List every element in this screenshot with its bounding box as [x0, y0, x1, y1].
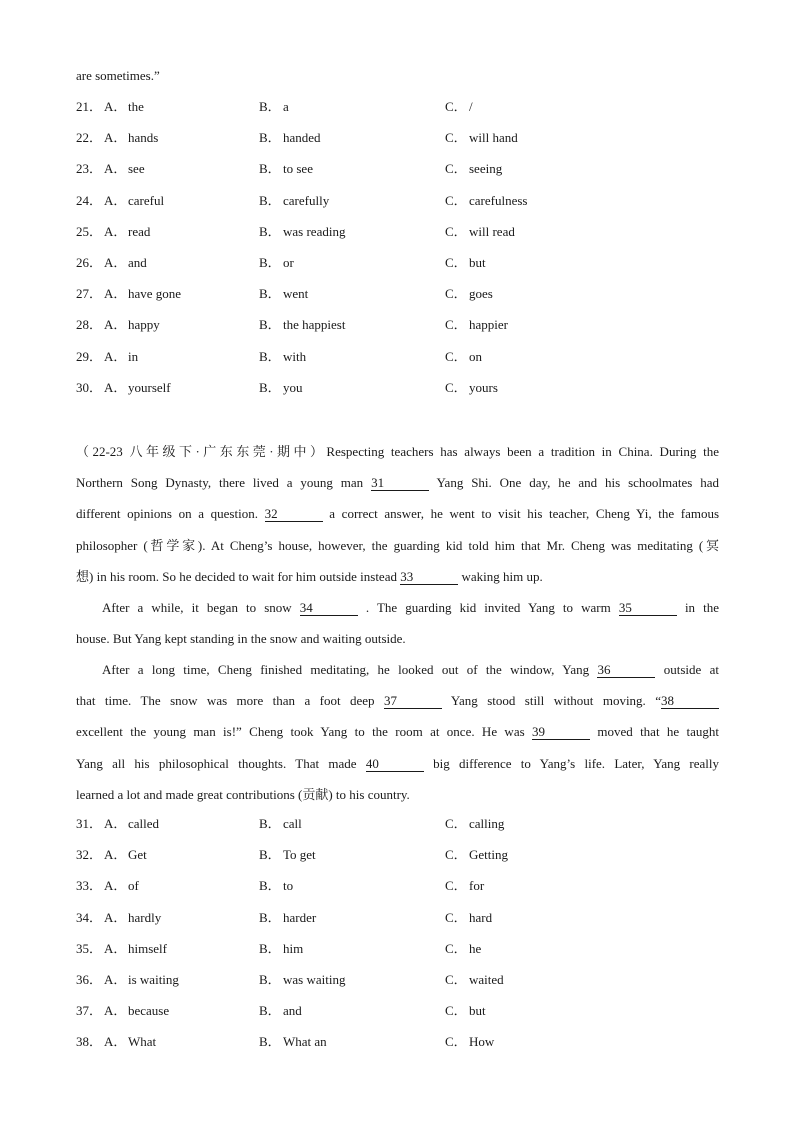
option-text: careful [128, 192, 165, 208]
option-text: because [128, 1003, 170, 1019]
blank-34[interactable]: 34 [300, 601, 358, 616]
option-text: call [283, 816, 302, 831]
option-label: C． [445, 255, 467, 270]
question-number: 27． [76, 286, 103, 302]
blank-37[interactable]: 37 [384, 694, 442, 709]
question-row [76, 1003, 726, 1019]
passage-line: After a long time, Cheng finished meditating, he looked out of the window, Yang 36 outside at [102, 662, 720, 677]
option-text: see [128, 161, 145, 177]
option-label: B． [259, 286, 281, 302]
passage-paragraph-3 [76, 654, 719, 810]
option-label: C． [445, 940, 467, 956]
option-label: A． [104, 847, 127, 863]
option-text: calling [469, 816, 505, 831]
option-text: have gone [128, 286, 182, 302]
option-a[interactable] [104, 878, 139, 894]
option-label: C． [445, 1034, 467, 1050]
option-a[interactable] [104, 255, 147, 271]
option-text: on [469, 348, 482, 364]
question-number: 36． [76, 972, 103, 987]
question-row [76, 130, 726, 146]
question-row [76, 972, 726, 988]
option-text: What an [283, 1034, 327, 1050]
option-label: A． [104, 909, 127, 925]
blank-40[interactable]: 40 [366, 757, 424, 772]
option-c[interactable] [445, 349, 482, 365]
question-row [76, 380, 726, 396]
blank-31[interactable]: 31 [371, 476, 429, 491]
option-text: hard [469, 909, 493, 925]
option-text: him [283, 940, 304, 956]
option-b[interactable] [259, 816, 302, 832]
option-text: with [283, 348, 307, 364]
option-label: C． [445, 286, 467, 302]
option-text: carefulness [469, 192, 528, 208]
option-text: and [128, 255, 147, 270]
option-text: was waiting [283, 972, 346, 987]
option-text: but [469, 1003, 486, 1019]
question-number: 31． [76, 816, 103, 831]
option-label: A． [104, 940, 127, 956]
option-a[interactable] [104, 161, 145, 177]
option-c[interactable] [445, 910, 492, 926]
option-label: C． [445, 192, 467, 208]
option-text: hands [128, 130, 159, 146]
option-text: yourself [128, 379, 171, 395]
blank-36[interactable]: 36 [597, 663, 655, 678]
option-label: B． [259, 1034, 281, 1050]
option-text: read [128, 223, 151, 239]
option-b[interactable] [259, 317, 345, 333]
question-row [76, 286, 726, 302]
option-text: Getting [469, 847, 508, 863]
option-c[interactable] [445, 847, 508, 863]
option-text: called [128, 816, 160, 831]
option-text: for [469, 878, 485, 894]
passage-line: different opinions on a question. 32 a correct answer, he went to visit his teacher, Cheng Yi, the famous [76, 506, 720, 522]
question-row [76, 878, 726, 894]
option-a[interactable] [104, 224, 150, 240]
question-number: 25． [76, 223, 103, 239]
question-row [76, 941, 726, 957]
option-b[interactable] [259, 193, 329, 209]
question-number: 30． [76, 379, 103, 395]
option-a[interactable] [104, 286, 181, 302]
option-text: / [469, 99, 473, 114]
option-c[interactable] [445, 130, 518, 146]
option-b[interactable] [259, 224, 345, 240]
passage-line: philosopher (哲学家). At Cheng’s house, however, the guarding kid told him that Mr. Cheng was meditating (冥 [76, 537, 719, 553]
option-c[interactable] [445, 224, 515, 240]
question-row [76, 193, 726, 209]
question-row [76, 224, 726, 240]
option-label: B． [259, 1003, 281, 1019]
option-c[interactable] [445, 286, 493, 302]
question-number: 35． [76, 940, 103, 956]
option-b[interactable] [259, 972, 345, 988]
option-label: C． [445, 847, 467, 863]
option-a[interactable] [104, 1003, 169, 1019]
option-text: a [283, 99, 289, 114]
question-number: 38． [76, 1034, 103, 1050]
option-label: A． [104, 286, 127, 302]
option-label: A． [104, 379, 127, 395]
option-label: B． [259, 940, 281, 956]
question-row [76, 910, 726, 926]
passage-paragraph-2 [76, 592, 719, 654]
option-label: A． [104, 223, 127, 239]
passage-line: Northern Song Dynasty, there lived a young man 31 Yang Shi. One day, he and his schoolmates had [76, 475, 720, 491]
option-label: C． [445, 878, 467, 894]
option-label: C． [445, 223, 467, 239]
passage-line: that time. The snow was more than a foot deep 37 Yang stood still without moving. “38 [76, 685, 719, 716]
option-label: B． [259, 317, 281, 333]
option-label: C． [445, 1003, 467, 1019]
option-b[interactable] [259, 99, 289, 115]
option-text: happier [469, 317, 508, 333]
blank-32[interactable]: 32 [265, 507, 323, 522]
option-label: C． [445, 909, 467, 925]
option-text: of [128, 878, 139, 894]
question-number: 32． [76, 847, 103, 863]
question-row [76, 349, 726, 365]
option-a[interactable] [104, 910, 161, 926]
option-label: C． [445, 348, 467, 364]
option-label: B． [259, 161, 281, 177]
option-label: C． [445, 379, 467, 395]
option-a[interactable] [104, 847, 147, 863]
option-text: will read [469, 223, 515, 239]
option-b[interactable] [259, 380, 303, 396]
option-label: A． [104, 816, 127, 831]
option-text: was reading [283, 223, 346, 239]
option-c[interactable] [445, 317, 508, 333]
option-label: B． [259, 847, 281, 863]
option-b[interactable] [259, 255, 294, 271]
option-label: B． [259, 379, 281, 395]
option-label: A． [104, 1003, 127, 1019]
option-label: C． [445, 317, 467, 333]
question-number: 23． [76, 161, 103, 177]
option-text: How [469, 1034, 495, 1050]
option-text: went [283, 286, 309, 302]
blank-33[interactable]: 33 [400, 570, 458, 585]
option-label: A． [104, 317, 127, 333]
option-label: B． [259, 223, 281, 239]
option-text: handed [283, 130, 321, 146]
question-row [76, 847, 726, 863]
option-label: B． [259, 348, 281, 364]
option-c[interactable] [445, 878, 484, 894]
option-label: A． [104, 348, 127, 364]
question-row [76, 816, 726, 832]
option-label: C． [445, 972, 467, 987]
option-text: in [128, 348, 139, 364]
option-label: B． [259, 878, 281, 894]
option-label: B． [259, 909, 281, 925]
option-b[interactable] [259, 941, 303, 957]
option-b[interactable] [259, 878, 293, 894]
option-label: B． [259, 130, 281, 146]
option-label: A． [104, 161, 127, 177]
option-b[interactable] [259, 847, 316, 863]
option-text: To get [283, 847, 316, 863]
option-text: harder [283, 909, 317, 925]
option-text: seeing [469, 161, 503, 177]
option-a[interactable] [104, 941, 167, 957]
option-b[interactable] [259, 1003, 302, 1019]
option-a[interactable] [104, 317, 160, 333]
option-label: A． [104, 99, 127, 114]
question-number: 26． [76, 255, 103, 270]
option-text: Get [128, 847, 147, 863]
passage-line: （22-23 八年级下·广东东莞·期中）Respecting teachers has always been a tradition in China. During the [76, 444, 719, 459]
passage-line: Yang all his philosophical thoughts. That made 40 big difference to Yang’s life. Later, Yang really [76, 755, 720, 771]
passage-paragraph-1 [76, 436, 719, 592]
option-text: What [128, 1034, 157, 1050]
question-number: 21． [76, 99, 103, 114]
option-label: C． [445, 161, 467, 177]
passage-line: learned a lot and made great contributions (贡献) to his country. [76, 786, 410, 802]
question-number: 28． [76, 317, 103, 333]
option-text: yours [469, 379, 498, 395]
option-text: and [283, 1003, 302, 1019]
passage-line: house. But Yang kept standing in the snow and waiting outside. [76, 631, 406, 647]
option-label: B． [259, 972, 281, 987]
option-text: carefully [283, 192, 330, 208]
question-row [76, 317, 726, 333]
option-label: A． [104, 972, 127, 987]
option-label: C． [445, 130, 467, 146]
option-text: hardly [128, 909, 162, 925]
question-row [76, 161, 726, 177]
option-text: himself [128, 940, 167, 956]
option-text: he [469, 940, 482, 956]
option-text: happy [128, 317, 160, 333]
option-label: A． [104, 878, 127, 894]
option-c[interactable] [445, 161, 502, 177]
option-text: waited [469, 972, 504, 987]
option-label: A． [104, 192, 127, 208]
passage-line: After a while, it began to snow 34 . The guarding kid invited Yang to warm 35 in the [102, 600, 720, 615]
option-b[interactable] [259, 161, 313, 177]
option-text: the happiest [283, 317, 346, 333]
question-number: 33． [76, 878, 103, 894]
option-text: will hand [469, 130, 518, 146]
option-label: B． [259, 99, 281, 114]
option-a[interactable] [104, 1034, 156, 1050]
option-c[interactable] [445, 816, 504, 832]
blank-35[interactable]: 35 [619, 601, 677, 616]
question-row [76, 255, 726, 271]
option-b[interactable] [259, 910, 316, 926]
top-fragment: are sometimes.” [76, 68, 160, 83]
option-text: but [469, 255, 486, 270]
question-number: 34． [76, 909, 103, 925]
option-label: B． [259, 816, 281, 831]
question-row [76, 1034, 726, 1050]
passage-line: excellent the young man is!” Cheng took Yang to the room at once. He was 39 moved that he taught [76, 724, 720, 740]
option-label: A． [104, 130, 127, 146]
option-a[interactable] [104, 972, 179, 988]
blank-39[interactable]: 39 [532, 725, 590, 740]
question-number: 24． [76, 192, 103, 208]
option-b[interactable] [259, 349, 306, 365]
option-text: is waiting [128, 972, 179, 987]
option-b[interactable] [259, 286, 308, 302]
option-c[interactable] [445, 255, 486, 271]
option-c[interactable] [445, 380, 498, 396]
option-a[interactable] [104, 380, 171, 396]
option-text: the [128, 99, 144, 114]
option-a[interactable] [104, 130, 158, 146]
option-label: C． [445, 816, 467, 831]
question-number: 37． [76, 1003, 103, 1019]
option-a[interactable] [104, 99, 144, 115]
option-b[interactable] [259, 130, 321, 146]
option-c[interactable] [445, 193, 527, 209]
option-a[interactable] [104, 349, 138, 365]
question-number: 22． [76, 130, 103, 146]
option-text: to [283, 878, 294, 894]
option-label: B． [259, 255, 281, 270]
option-text: or [283, 255, 294, 270]
option-label: A． [104, 1034, 127, 1050]
question-number: 29． [76, 348, 103, 364]
option-label: C． [445, 99, 467, 114]
blank-38[interactable]: 38 [661, 694, 719, 709]
option-c[interactable] [445, 972, 504, 988]
option-label: B． [259, 192, 281, 208]
option-c[interactable] [445, 99, 473, 115]
option-c[interactable] [445, 941, 481, 957]
option-c[interactable] [445, 1034, 494, 1050]
option-text: you [283, 379, 303, 395]
option-label: A． [104, 255, 127, 270]
passage-line: 想) in his room. So he decided to wait for him outside instead 33 waking him up. [76, 568, 543, 584]
option-a[interactable] [104, 816, 159, 832]
question-row [76, 99, 726, 115]
option-text: to see [283, 161, 313, 177]
option-c[interactable] [445, 1003, 486, 1019]
option-b[interactable] [259, 1034, 327, 1050]
option-a[interactable] [104, 193, 164, 209]
option-text: goes [469, 286, 493, 302]
